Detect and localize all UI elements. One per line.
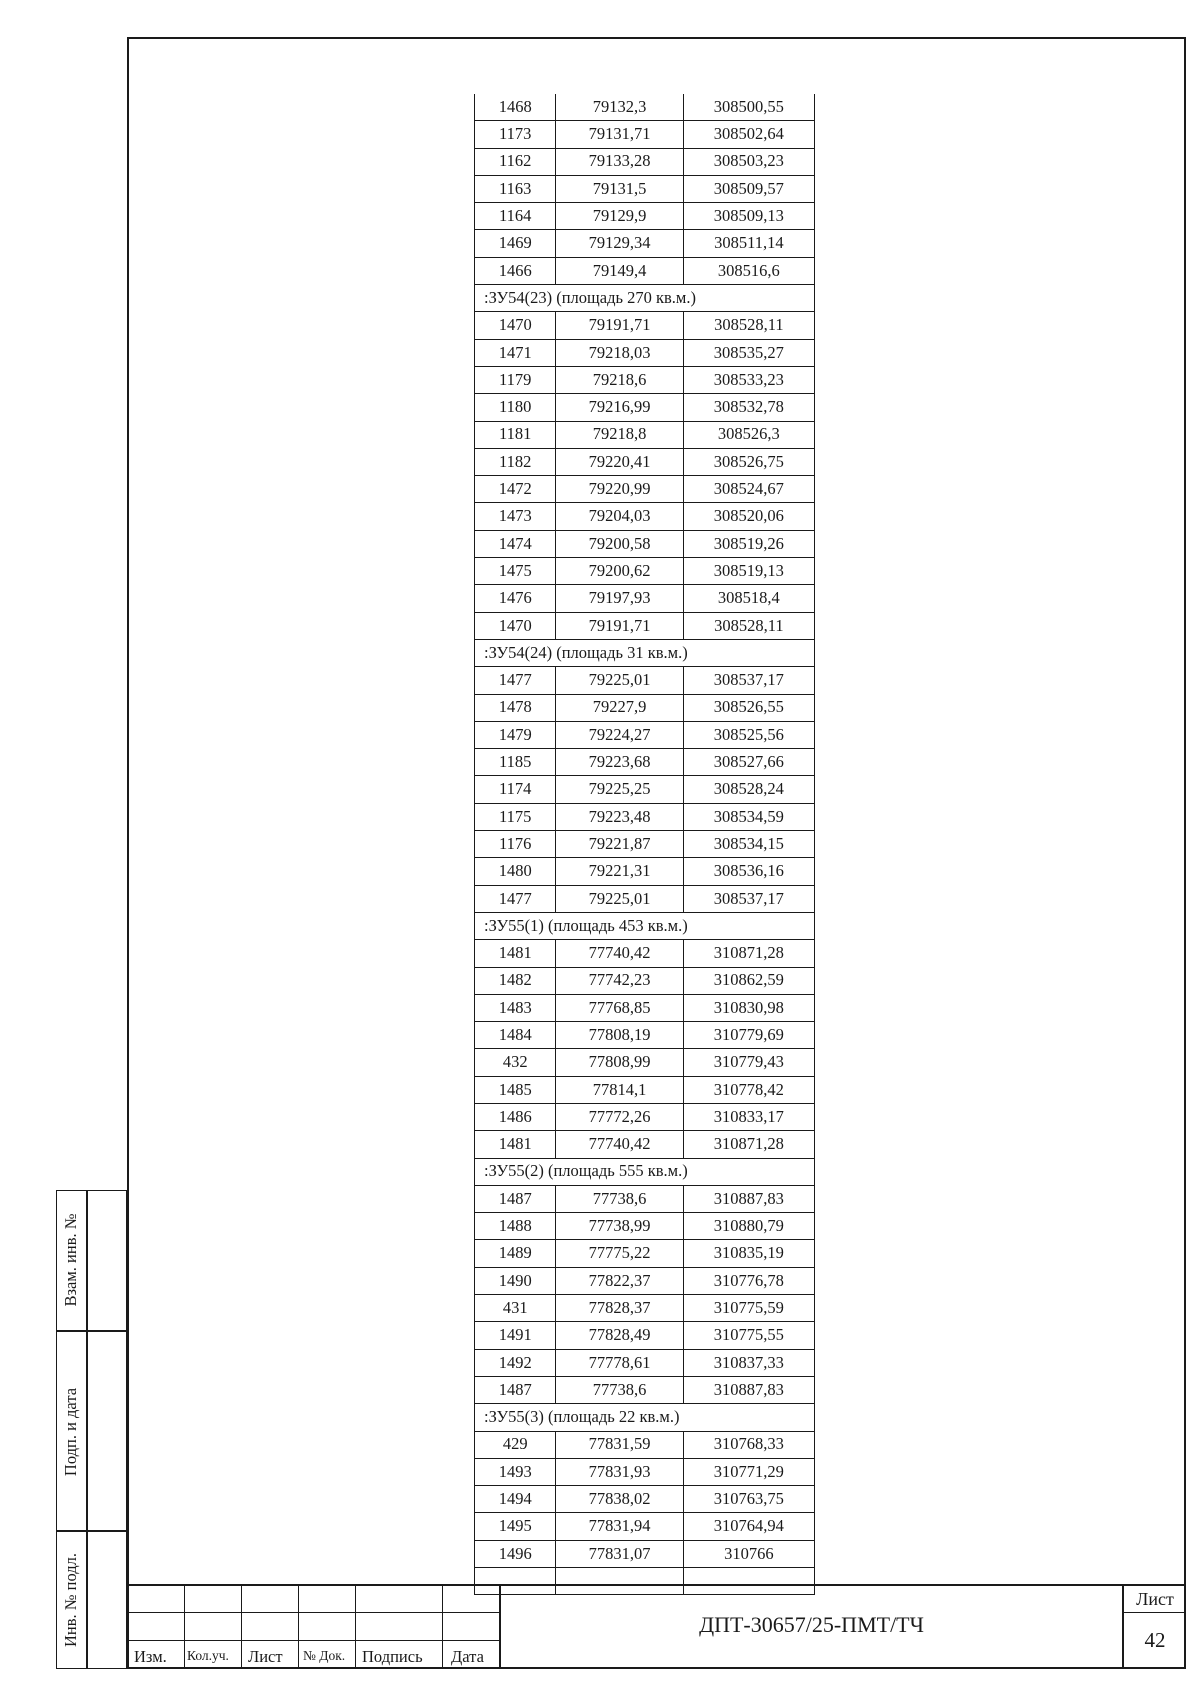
y-coordinate-cell: 310766: [683, 1540, 814, 1567]
table-row: [475, 394, 815, 421]
tb-row-line: [127, 1640, 499, 1641]
point-number-cell: 1478: [475, 694, 556, 721]
section-header-row: [475, 639, 815, 666]
x-coordinate-cell: 79204,03: [556, 503, 683, 530]
x-coordinate-cell: 79223,48: [556, 803, 683, 830]
point-number-cell: 1163: [475, 175, 556, 202]
y-coordinate-cell: 308526,75: [683, 448, 814, 475]
y-coordinate-cell: 310779,69: [683, 1022, 814, 1049]
x-coordinate-cell: 79200,62: [556, 558, 683, 585]
point-number-cell: 1173: [475, 121, 556, 148]
y-coordinate-cell: 310862,59: [683, 967, 814, 994]
y-coordinate-cell: 308533,23: [683, 366, 814, 393]
point-number-cell: 1481: [475, 940, 556, 967]
table-row: [475, 1295, 815, 1322]
point-number-cell: 1489: [475, 1240, 556, 1267]
tb-col-line: [442, 1584, 443, 1669]
table-row: [475, 257, 815, 284]
table-row: [475, 967, 815, 994]
point-number-cell: 1487: [475, 1185, 556, 1212]
point-number-cell: 1481: [475, 1131, 556, 1158]
x-coordinate-cell: 77808,19: [556, 1022, 683, 1049]
point-number-cell: 1479: [475, 721, 556, 748]
x-coordinate-cell: 79131,5: [556, 175, 683, 202]
point-number-cell: 1490: [475, 1267, 556, 1294]
y-coordinate-cell: 308516,6: [683, 257, 814, 284]
point-number-cell: 1492: [475, 1349, 556, 1376]
x-coordinate-cell: 79225,01: [556, 667, 683, 694]
table-row: [475, 148, 815, 175]
y-coordinate-cell: 308526,3: [683, 421, 814, 448]
table-row: [475, 1049, 815, 1076]
tb-col-line: [355, 1584, 356, 1669]
table-row: [475, 366, 815, 393]
coordinates-table: [474, 94, 815, 1595]
point-number-cell: 1466: [475, 257, 556, 284]
tb-label-list: Лист: [248, 1647, 283, 1666]
table-row: [475, 1349, 815, 1376]
point-number-cell: 1472: [475, 476, 556, 503]
table-row: [475, 803, 815, 830]
x-coordinate-cell: 77742,23: [556, 967, 683, 994]
point-number-cell: 1470: [475, 612, 556, 639]
point-number-cell: 1468: [475, 94, 556, 121]
table-row: [475, 885, 815, 912]
table-row: [475, 1103, 815, 1130]
y-coordinate-cell: 308526,55: [683, 694, 814, 721]
point-number-cell: 1469: [475, 230, 556, 257]
y-coordinate-cell: 308524,67: [683, 476, 814, 503]
table-row: [475, 1322, 815, 1349]
section-header-row: [475, 1404, 815, 1431]
y-coordinate-cell: 308528,24: [683, 776, 814, 803]
table-row: [475, 831, 815, 858]
table-row: [475, 776, 815, 803]
x-coordinate-cell: 77808,99: [556, 1049, 683, 1076]
point-number-cell: 1182: [475, 448, 556, 475]
point-number-cell: 1175: [475, 803, 556, 830]
table-row: [475, 339, 815, 366]
y-coordinate-cell: 308519,13: [683, 558, 814, 585]
point-number-cell: 1491: [475, 1322, 556, 1349]
point-number-cell: 1488: [475, 1213, 556, 1240]
table-row: [475, 1131, 815, 1158]
y-coordinate-cell: 308511,14: [683, 230, 814, 257]
table-row: [475, 612, 815, 639]
x-coordinate-cell: 79132,3: [556, 94, 683, 121]
section-header-row: [475, 285, 815, 312]
tb-col-line: [184, 1584, 185, 1669]
point-number-cell: 1475: [475, 558, 556, 585]
x-coordinate-cell: 77738,6: [556, 1376, 683, 1403]
x-coordinate-cell: 79218,03: [556, 339, 683, 366]
table-row: [475, 1458, 815, 1485]
table-row: [475, 585, 815, 612]
tb-label-data: Дата: [451, 1647, 484, 1666]
x-coordinate-cell: 79218,8: [556, 421, 683, 448]
point-number-cell: 1476: [475, 585, 556, 612]
y-coordinate-cell: 310764,94: [683, 1513, 814, 1540]
y-coordinate-cell: 308519,26: [683, 530, 814, 557]
y-coordinate-cell: 310779,43: [683, 1049, 814, 1076]
y-coordinate-cell: 308536,16: [683, 858, 814, 885]
x-coordinate-cell: 77768,85: [556, 994, 683, 1021]
side-stamp: [56, 1190, 127, 1669]
point-number-cell: 1185: [475, 749, 556, 776]
point-number-cell: 1477: [475, 667, 556, 694]
x-coordinate-cell: 77838,02: [556, 1486, 683, 1513]
x-coordinate-cell: 77831,07: [556, 1540, 683, 1567]
y-coordinate-cell: 308509,57: [683, 175, 814, 202]
point-number-cell: 1483: [475, 994, 556, 1021]
table-row: [475, 530, 815, 557]
x-coordinate-cell: 79220,99: [556, 476, 683, 503]
y-coordinate-cell: 310771,29: [683, 1458, 814, 1485]
side-label-vzam: Взам. инв. №: [61, 1213, 80, 1307]
point-number-cell: 1493: [475, 1458, 556, 1485]
document-code: ДПТ-30657/25-ПМТ/ТЧ: [699, 1612, 924, 1637]
x-coordinate-cell: 79225,25: [556, 776, 683, 803]
y-coordinate-cell: 310880,79: [683, 1213, 814, 1240]
y-coordinate-cell: 310871,28: [683, 1131, 814, 1158]
point-number-cell: 1164: [475, 203, 556, 230]
table-row: [475, 994, 815, 1021]
y-coordinate-cell: 310775,59: [683, 1295, 814, 1322]
x-coordinate-cell: 77775,22: [556, 1240, 683, 1267]
y-coordinate-cell: 308518,4: [683, 585, 814, 612]
table-row: [475, 230, 815, 257]
section-label: :ЗУ55(1) (площадь 453 кв.м.): [475, 912, 815, 939]
table-row: [475, 749, 815, 776]
x-coordinate-cell: 79224,27: [556, 721, 683, 748]
side-divider: [86, 1190, 88, 1669]
table-row: [475, 1431, 815, 1458]
y-coordinate-cell: 310871,28: [683, 940, 814, 967]
point-number-cell: 429: [475, 1431, 556, 1458]
point-number-cell: 1485: [475, 1076, 556, 1103]
table-row: [475, 1213, 815, 1240]
tb-top-line: [127, 1584, 1186, 1586]
x-coordinate-cell: 77831,93: [556, 1458, 683, 1485]
y-coordinate-cell: 308509,13: [683, 203, 814, 230]
y-coordinate-cell: 310887,83: [683, 1376, 814, 1403]
table-row: [475, 175, 815, 202]
side-label-inv: Инв. № подл.: [61, 1553, 80, 1648]
x-coordinate-cell: 79227,9: [556, 694, 683, 721]
y-coordinate-cell: 308534,15: [683, 831, 814, 858]
x-coordinate-cell: 79149,4: [556, 257, 683, 284]
section-header-row: [475, 1158, 815, 1185]
table-row: [475, 1513, 815, 1540]
y-coordinate-cell: 308525,56: [683, 721, 814, 748]
y-coordinate-cell: 308527,66: [683, 749, 814, 776]
point-number-cell: 1473: [475, 503, 556, 530]
y-coordinate-cell: 308528,11: [683, 612, 814, 639]
section-label: :ЗУ54(24) (площадь 31 кв.м.): [475, 639, 815, 666]
y-coordinate-cell: 310763,75: [683, 1486, 814, 1513]
point-number-cell: 1176: [475, 831, 556, 858]
table-row: [475, 694, 815, 721]
x-coordinate-cell: 77828,49: [556, 1322, 683, 1349]
x-coordinate-cell: 79220,41: [556, 448, 683, 475]
x-coordinate-cell: 77778,61: [556, 1349, 683, 1376]
point-number-cell: 1470: [475, 312, 556, 339]
y-coordinate-cell: 310887,83: [683, 1185, 814, 1212]
x-coordinate-cell: 77831,94: [556, 1513, 683, 1540]
point-number-cell: 1174: [475, 776, 556, 803]
x-coordinate-cell: 79225,01: [556, 885, 683, 912]
x-coordinate-cell: 77772,26: [556, 1103, 683, 1130]
tb-label-podpis: Подпись: [362, 1647, 423, 1666]
table-row: [475, 503, 815, 530]
y-coordinate-cell: 308503,23: [683, 148, 814, 175]
y-coordinate-cell: 308502,64: [683, 121, 814, 148]
table-row: [475, 858, 815, 885]
point-number-cell: 1486: [475, 1103, 556, 1130]
tb-col-line: [298, 1584, 299, 1669]
y-coordinate-cell: 308500,55: [683, 94, 814, 121]
y-coordinate-cell: 310835,19: [683, 1240, 814, 1267]
point-number-cell: 1480: [475, 858, 556, 885]
table-row: [475, 721, 815, 748]
table-row: [475, 448, 815, 475]
point-number-cell: 1474: [475, 530, 556, 557]
y-coordinate-cell: 308520,06: [683, 503, 814, 530]
point-number-cell: 1494: [475, 1486, 556, 1513]
point-number-cell: 1162: [475, 148, 556, 175]
y-coordinate-cell: 308534,59: [683, 803, 814, 830]
point-number-cell: 1496: [475, 1540, 556, 1567]
y-coordinate-cell: 308535,27: [683, 339, 814, 366]
point-number-cell: 432: [475, 1049, 556, 1076]
point-number-cell: 1484: [475, 1022, 556, 1049]
x-coordinate-cell: 79129,9: [556, 203, 683, 230]
table-row: [475, 94, 815, 121]
x-coordinate-cell: 79129,34: [556, 230, 683, 257]
x-coordinate-cell: 79191,71: [556, 312, 683, 339]
table-row: [475, 940, 815, 967]
table-row: [475, 312, 815, 339]
tb-sheet-line: [1122, 1612, 1186, 1613]
table-row: [475, 1022, 815, 1049]
x-coordinate-cell: 79218,6: [556, 366, 683, 393]
y-coordinate-cell: 308528,11: [683, 312, 814, 339]
x-coordinate-cell: 77822,37: [556, 1267, 683, 1294]
table-row: [475, 1240, 815, 1267]
point-number-cell: 1179: [475, 366, 556, 393]
point-number-cell: 1487: [475, 1376, 556, 1403]
point-number-cell: 1471: [475, 339, 556, 366]
table-row: [475, 476, 815, 503]
y-coordinate-cell: 308532,78: [683, 394, 814, 421]
y-coordinate-cell: 310778,42: [683, 1076, 814, 1103]
y-coordinate-cell: 310775,55: [683, 1322, 814, 1349]
y-coordinate-cell: 308537,17: [683, 885, 814, 912]
x-coordinate-cell: 77738,6: [556, 1185, 683, 1212]
table-row: [475, 1076, 815, 1103]
tb-col-line: [241, 1584, 242, 1669]
x-coordinate-cell: 77738,99: [556, 1213, 683, 1240]
section-header-row: [475, 912, 815, 939]
sheet-number: 42: [1144, 1628, 1166, 1652]
y-coordinate-cell: 310830,98: [683, 994, 814, 1021]
y-coordinate-cell: 310776,78: [683, 1267, 814, 1294]
table-row: [475, 1185, 815, 1212]
tb-label-kol-uch: Кол.уч.: [187, 1648, 229, 1663]
table-row: [475, 1376, 815, 1403]
table-row: [475, 1540, 815, 1567]
point-number-cell: 1482: [475, 967, 556, 994]
x-coordinate-cell: 79221,87: [556, 831, 683, 858]
y-coordinate-cell: 310768,33: [683, 1431, 814, 1458]
table-row: [475, 667, 815, 694]
x-coordinate-cell: 79221,31: [556, 858, 683, 885]
section-label: :ЗУ55(3) (площадь 22 кв.м.): [475, 1404, 815, 1431]
point-number-cell: 1180: [475, 394, 556, 421]
x-coordinate-cell: 79133,28: [556, 148, 683, 175]
x-coordinate-cell: 77828,37: [556, 1295, 683, 1322]
sheet-label: Лист: [1136, 1589, 1174, 1609]
x-coordinate-cell: 79200,58: [556, 530, 683, 557]
tb-label-n-dok: № Док.: [303, 1648, 346, 1663]
table-row: [475, 121, 815, 148]
table-row: [475, 203, 815, 230]
section-label: :ЗУ54(23) (площадь 270 кв.м.): [475, 285, 815, 312]
table-row: [475, 1486, 815, 1513]
x-coordinate-cell: 77814,1: [556, 1076, 683, 1103]
x-coordinate-cell: 79131,71: [556, 121, 683, 148]
x-coordinate-cell: 77831,59: [556, 1431, 683, 1458]
tb-label-izm: Изм.: [134, 1647, 167, 1666]
title-block: [127, 1584, 1186, 1669]
x-coordinate-cell: 79216,99: [556, 394, 683, 421]
table-row: [475, 1267, 815, 1294]
side-label-podp: Подп. и дата: [61, 1387, 80, 1477]
section-label: :ЗУ55(2) (площадь 555 кв.м.): [475, 1158, 815, 1185]
y-coordinate-cell: 310837,33: [683, 1349, 814, 1376]
x-coordinate-cell: 79223,68: [556, 749, 683, 776]
tb-row-line: [127, 1612, 499, 1613]
x-coordinate-cell: 79191,71: [556, 612, 683, 639]
x-coordinate-cell: 77740,42: [556, 1131, 683, 1158]
table-row: [475, 421, 815, 448]
y-coordinate-cell: 308537,17: [683, 667, 814, 694]
table-row: [475, 558, 815, 585]
y-coordinate-cell: 310833,17: [683, 1103, 814, 1130]
point-number-cell: 1181: [475, 421, 556, 448]
x-coordinate-cell: 77740,42: [556, 940, 683, 967]
x-coordinate-cell: 79197,93: [556, 585, 683, 612]
point-number-cell: 1477: [475, 885, 556, 912]
point-number-cell: 431: [475, 1295, 556, 1322]
point-number-cell: 1495: [475, 1513, 556, 1540]
